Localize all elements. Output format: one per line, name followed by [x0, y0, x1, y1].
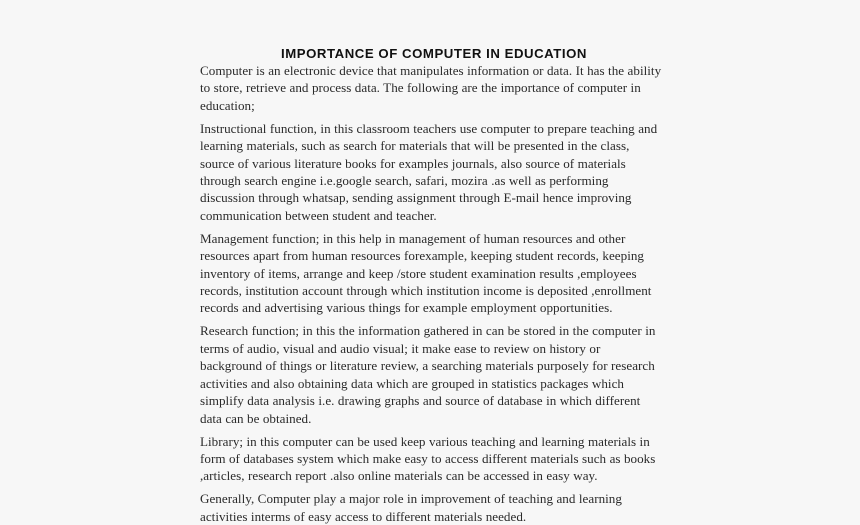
- document-body: [200, 62, 662, 525]
- paragraph-research-function: Research function; in this the information gathered in can be stored in the computer in terms of audio, visual and audio visual; it make ease to review on history or background of things or literature review, a searching materials purposely for research activities and also obtaining data which are grouped in statistics packages which simplify data analysis i.e. drawing graphs and source of database in which different data can be obtained.: [200, 323, 656, 426]
- paragraph-conclusion: Generally, Computer play a major role in improvement of teaching and learning activities interms of easy access to different materials needed.: [200, 491, 622, 524]
- paragraph-intro: Computer is an electronic device that manipulates information or data. It has the ability to store, retrieve and process data. The following are the importance of computer in education;: [200, 63, 662, 113]
- paragraph-library: Library; in this computer can be used keep various teaching and learning materials in form of databases system which make easy to access different materials such as books ,articles, research report .also online materials can be accessed in easy way.: [200, 433, 656, 484]
- paragraph-instructional-function: Instructional function, in this classroom teachers use computer to prepare teaching and learning materials, such as search for materials that will be presented in the class, source of various literature books for examples journals, also source of materials through search engine i.e.google search, safari, mozira .as well as performing discussion through whatsap, sending assignment through E-mail hence improving communication between student and teacher.: [200, 120, 658, 223]
- paragraph-management-function: Management function; in this help in management of human resources and other resources apart from human resources forexample, keeping student records, keeping inventory of items, arrange and keep /store student examination results ,employees records, institution account through which institution income is deposited ,enrollment records and advertising various things for example employment opportunities.: [200, 230, 652, 316]
- page-title: IMPORTANCE OF COMPUTER IN EDUCATION: [281, 45, 587, 61]
